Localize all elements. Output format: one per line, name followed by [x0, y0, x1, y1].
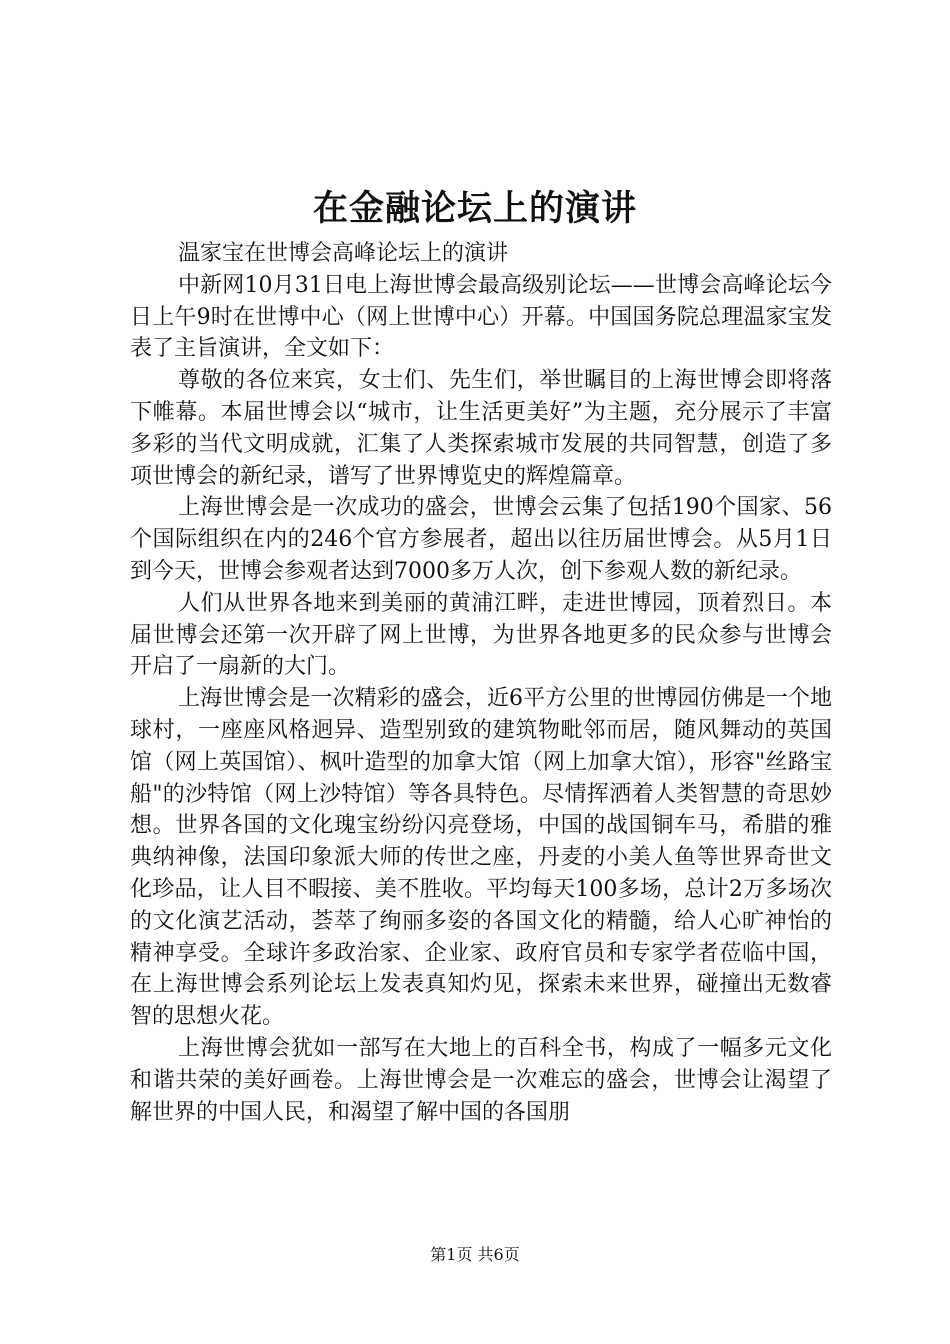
body-paragraph: 中新网10月31日电上海世博会最高级别论坛——世博会高峰论坛今日上午9时在世博中心（网上世博中心）开幕。中国国务院总理温家宝发表了主旨演讲，全文如下：: [130, 272, 832, 362]
body-paragraph: 上海世博会犹如一部写在大地上的百科全书，构成了一幅多元文化和谐共荣的美好画卷。上海世博会是一次难忘的盛会，世博会让渴望了解世界的中国人民，和渴望了解中国的各国朋: [130, 1035, 832, 1125]
body-paragraph: 尊敬的各位来宾，女士们、先生们，举世瞩目的上海世博会即将落下帷幕。本届世博会以“城市，让生活更美好”为主题，充分展示了丰富多彩的当代文明成就，汇集了人类探索城市发展的共同智慧，创造了多项世博会的新纪录，谱写了世界博览史的辉煌篇章。: [130, 368, 832, 489]
subtitle-paragraph: 温家宝在世博会高峰论坛上的演讲: [178, 241, 509, 266]
body-paragraph: 上海世博会是一次成功的盛会，世博会云集了包括190个国家、56个国际组织在内的246个官方参展者，超出以往历届世博会。从5月1日到今天，世博会参观者达到7000多万人次，创下参观人数的新纪录。: [130, 495, 832, 584]
page-number-footer: 第1页 共6页: [430, 1245, 520, 1264]
document-title: 在金融论坛上的演讲: [312, 188, 637, 229]
body-paragraph: 人们从世界各地来到美丽的黄浦江畔，走进世博园，顶着烈日。本届世博会还第一次开辟了网上世博，为世界各地更多的民众参与世博会开启了一扇新的大门。: [130, 590, 832, 680]
document-body: [130, 238, 832, 1128]
body-paragraph: 上海世博会是一次精彩的盛会，近6平方公里的世博园仿佛是一个地球村，一座座风格迥异、造型别致的建筑物毗邻而居，随风舞动的英国馆（网上英国馆）、枫叶造型的加拿大馆（网上加拿大馆），形容"丝路宝船"的沙特馆（网上沙特馆）等各具特色。尽情挥洒着人类智慧的奇思妙想。世界各国的文化瑰宝纷纷闪亮登场，中国的战国铜车马，希腊的雅典纳神像，法国印象派大师的传世之座，丹麦的小美人鱼等世界奇世文化珍品，让人目不暇接、美不胜收。平均每天100多场，总计2万多场次的文化演艺活动，荟萃了绚丽多姿的各国文化的精髓，给人心旷神怡的精神享受。全球许多政治家、企业家、政府官员和专家学者莅临中国，在上海世博会系列论坛上发表真知灼见，探索未来世界，碰撞出无数睿智的思想火花。: [130, 686, 832, 1030]
